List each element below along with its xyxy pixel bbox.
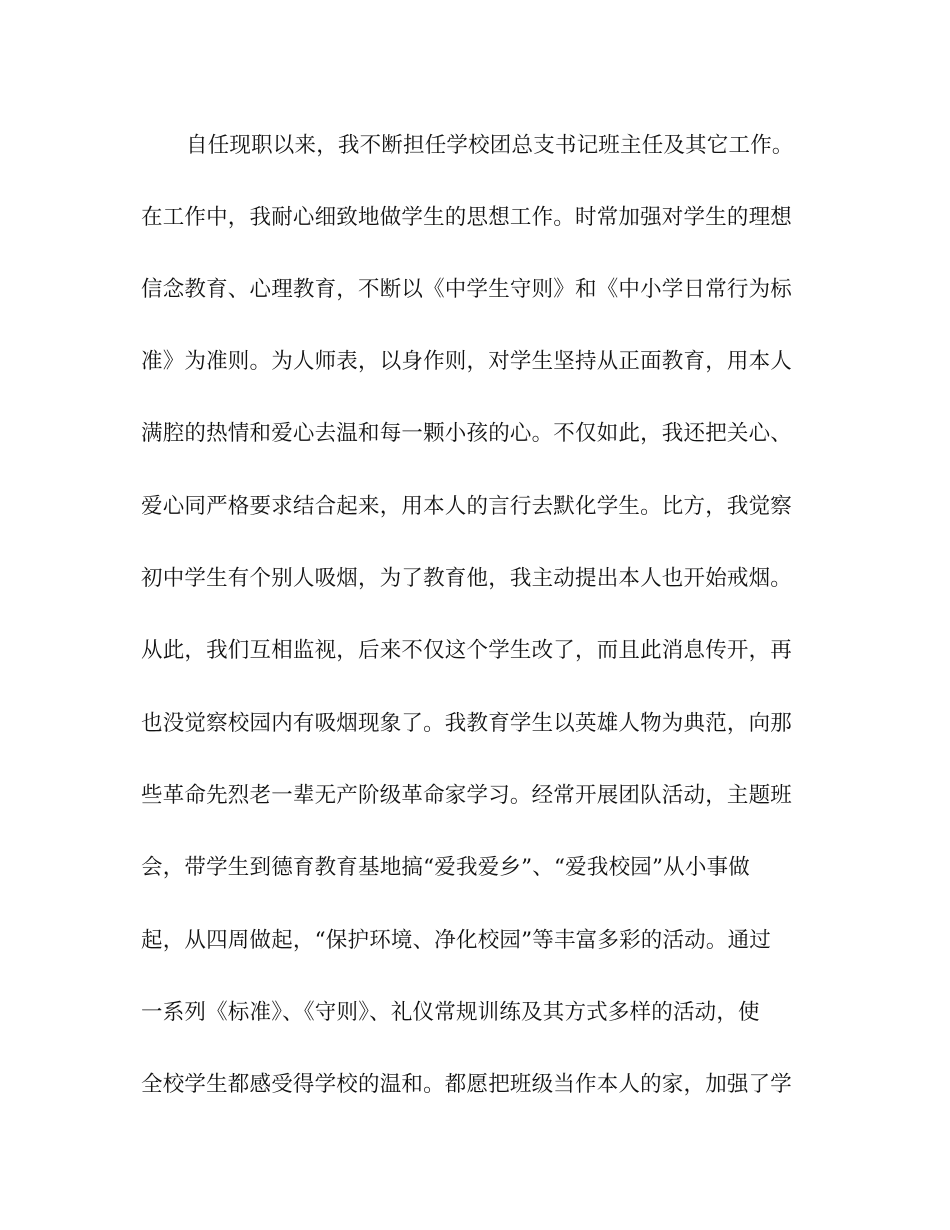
text-line: 也没觉察校园内有吸烟现象了。我教育学生以英雄人物为典范，向那	[141, 711, 793, 736]
text-line: 准》为准则。为人师表，以身作则，对学生坚持从正面教育，用本人	[141, 349, 793, 374]
text-line: 初中学生有个别人吸烟，为了教育他，我主动提出本人也开始戒烟。	[141, 566, 793, 591]
text-line: 信念教育、心理教育，不断以《中学生守则》和《中小学日常行为标	[141, 277, 793, 302]
text-line: 自任现职以来，我不断担任学校团总支书记班主任及其它工作。	[186, 133, 794, 158]
text-line: 从此，我们互相监视，后来不仅这个学生改了，而且此消息传开，再	[141, 638, 793, 663]
text-line: 一系列《标准》、《守则》、礼仪常规训练及其方式多样的活动，使	[141, 1000, 760, 1025]
text-line: 会，带学生到德育教育基地搞“爱我爱乡”、“爱我校园”从小事做	[141, 855, 750, 880]
text-line: 满腔的热情和爱心去温和每一颗小孩的心。不仅如此，我还把关心、	[141, 421, 793, 446]
text-line: 起，从四周做起，“保护环境、净化校园”等丰富多彩的活动。通过	[141, 928, 771, 953]
text-line: 爱心同严格要求结合起来，用本人的言行去默化学生。比方，我觉察	[141, 494, 793, 519]
text-line: 全校学生都感受得学校的温和。都愿把班级当作本人的家，加强了学	[141, 1072, 793, 1097]
text-line: 在工作中，我耐心细致地做学生的思想工作。时常加强对学生的理想	[141, 205, 793, 230]
text-line: 些革命先烈老一辈无产阶级革命家学习。经常开展团队活动，主题班	[141, 783, 793, 808]
